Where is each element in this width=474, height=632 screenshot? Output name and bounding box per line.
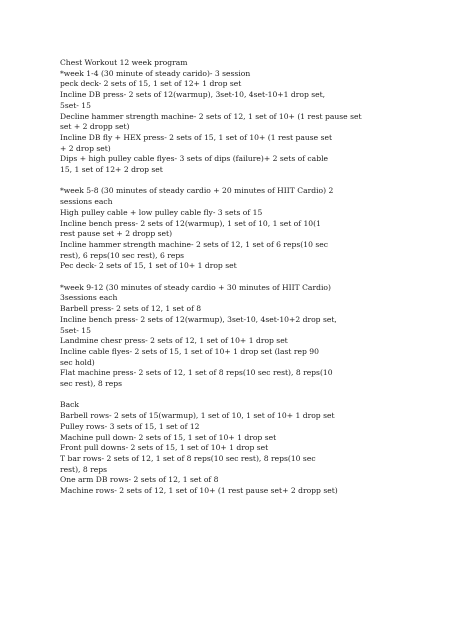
text-line: Pulley rows- 3 sets of 15, 1 set of 12	[60, 421, 200, 431]
text-line: sec rest), 8 reps	[60, 379, 123, 389]
text-line: One arm DB rows- 2 sets of 12, 1 set of 8	[60, 475, 219, 485]
text-line: set + 2 dropp set)	[60, 122, 130, 132]
text-line: rest pause set + 2 dropp set)	[60, 229, 173, 239]
text-line: rest), 6 reps(10 sec rest), 6 reps	[60, 250, 185, 260]
text-line: Incline bench press- 2 sets of 12(warmup), 3set-10, 4set-10+2 drop set,	[60, 314, 337, 324]
text-line: *week 1-4 (30 minute of steady carido)- 3 session	[60, 68, 251, 78]
text-line: Incline DB press- 2 sets of 12(warmup), 3set-10, 4set-10+1 drop set,	[60, 90, 326, 100]
text-line: T bar rows- 2 sets of 12, 1 set of 8 reps(10 sec rest), 8 reps(10 sec	[60, 453, 316, 463]
text-line: 5set- 15	[60, 325, 91, 335]
text-line: Flat machine press- 2 sets of 12, 1 set of 8 reps(10 sec rest), 8 reps(10	[60, 368, 333, 378]
text-line: 15, 1 set of 12+ 2 drop set	[60, 165, 163, 175]
text-line: Incline bench press- 2 sets of 12(warmup), 1 set of 10, 1 set of 10(1	[60, 218, 321, 228]
text-line: High pulley cable + low pulley cable fly- 3 sets of 15	[60, 207, 263, 217]
text-line: Barbell rows- 2 sets of 15(warmup), 1 set of 10, 1 set of 10+ 1 drop set	[60, 411, 335, 421]
text-line: + 2 drop set)	[60, 143, 111, 153]
section-heading: *week 5-8 (30 minutes of steady cardio + 20 minutes of HIIT Cardio) 2	[60, 186, 334, 196]
blank-line	[60, 272, 430, 283]
document-page	[60, 58, 430, 497]
section-heading: *week 9-12 (30 minutes of steady cardio + 30 minutes of HIIT Cardio)	[60, 282, 331, 292]
text-line: Incline hammer strength machine- 2 sets of 12, 1 set of 6 reps(10 sec	[60, 239, 328, 249]
text-line: peck deck- 2 sets of 15, 1 set of 12+ 1 drop set	[60, 79, 242, 89]
text-line: Dips + high pulley cable flyes- 3 sets of dips (failure)+ 2 sets of cable	[60, 154, 328, 164]
text-line: Landmine chesr press- 2 sets of 12, 1 set of 10+ 1 drop set	[60, 336, 288, 346]
text-line: Incline DB fly + HEX press- 2 sets of 15, 1 set of 10+ (1 rest pause set	[60, 132, 333, 142]
text-line: Pec deck- 2 sets of 15, 1 set of 10+ 1 drop set	[60, 261, 237, 271]
blank-line	[60, 176, 430, 187]
text-line: 3sessions each	[60, 293, 118, 303]
text-line: Barbell press- 2 sets of 12, 1 set of 8	[60, 304, 202, 314]
text-line: rest), 8 reps	[60, 464, 107, 474]
blank-line	[60, 390, 430, 401]
text-line: Decline hammer strength machine- 2 sets of 12, 1 set of 10+ (1 rest pause set	[60, 111, 362, 121]
text-line: sec hold)	[60, 357, 95, 367]
section-heading: Back	[60, 400, 79, 410]
text-line: sessions each	[60, 197, 113, 207]
text-line: Incline cable flyes- 2 sets of 15, 1 set of 10+ 1 drop set (last rep 90	[60, 346, 319, 356]
text-line: Machine rows- 2 sets of 12, 1 set of 10+ (1 rest pause set+ 2 dropp set)	[60, 486, 338, 496]
text-line: Machine pull down- 2 sets of 15, 1 set of 10+ 1 drop set	[60, 432, 277, 442]
text-line: 5set- 15	[60, 100, 91, 110]
text-line: Front pull downs- 2 sets of 15, 1 set of 10+ 1 drop set	[60, 443, 269, 453]
document-title: Chest Workout 12 week program	[60, 58, 188, 67]
